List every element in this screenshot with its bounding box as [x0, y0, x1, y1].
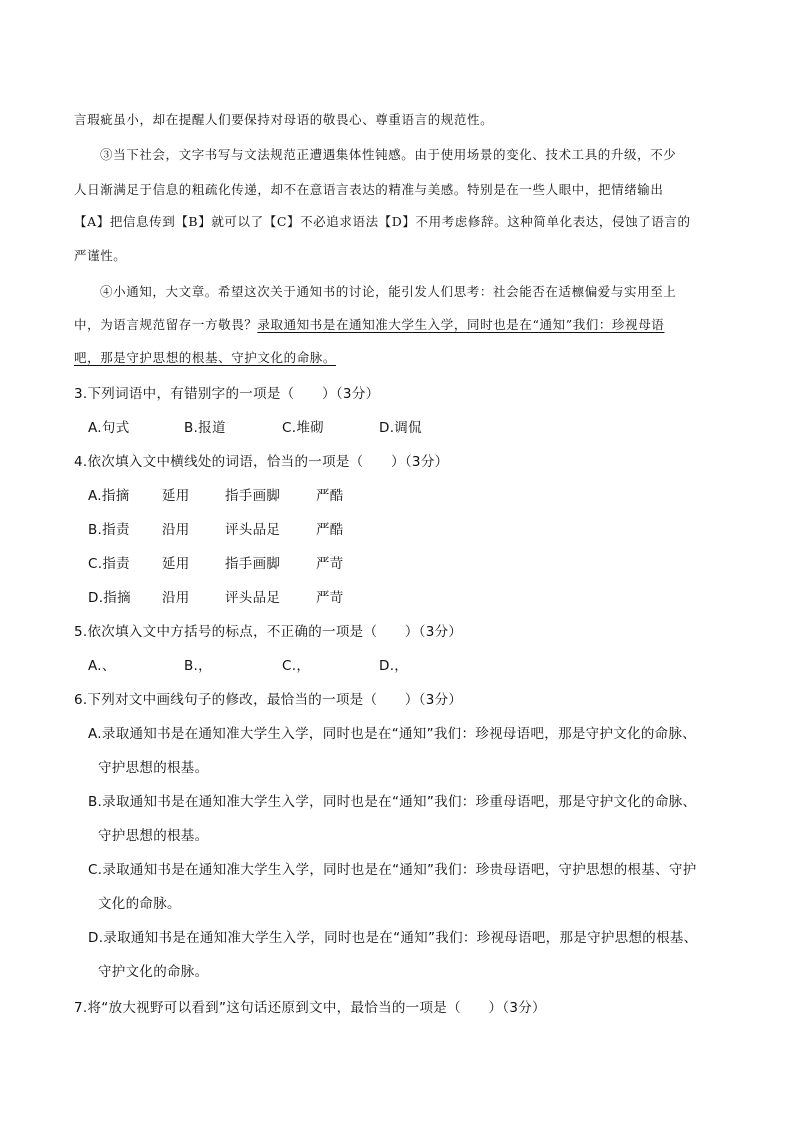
option-b: B.， — [184, 658, 212, 674]
question-6-stem: 6.下列对文中画线句子的修改，最恰当的一项是（ ）（3分） — [74, 692, 463, 708]
question-5-stem: 5.依次填入文中方括号的标点，不正确的一项是（ ）（3分） — [74, 624, 463, 640]
option-d: D.， — [379, 658, 409, 674]
option-a-continued: 守护思想的根基。 — [98, 760, 209, 776]
passage-plain-text: 中，为语言规范留存一方敬畏？ — [74, 317, 258, 332]
option-word: 延用 — [162, 488, 190, 504]
option-c: C.， — [282, 658, 311, 674]
passage-paragraph-3-line: 【A】把信息传到【B】就可以了【C】不必追求语法【D】不用考虑修辞。这种简单化表达，侵蚀了语言的 — [74, 214, 691, 229]
option-word: 评头品足 — [225, 590, 281, 606]
underlined-sentence: 录取通知书是在通知准大学生入学，同时也是在“通知”我们：珍视母语 — [257, 317, 665, 332]
option-c: C.录取通知书是在通知准大学生入学，同时也是在“通知”我们：珍贵母语吧，守护思想的根基、守护 — [88, 862, 697, 878]
passage-paragraph-3-line: 人日渐满足于信息的粗疏化传递，却不在意语言表达的精准与美感。特别是在一些人眼中，把情绪输出 — [74, 182, 664, 197]
question-3-stem: 3.下列词语中，有错别字的一项是（ ）（3分） — [74, 386, 380, 402]
passage-line: 言瑕疵虽小，却在提醒人们要保持对母语的敬畏心、尊重语言的规范性。 — [74, 112, 494, 127]
option-d: D.调侃 — [379, 420, 422, 436]
option-word: 评头品足 — [225, 522, 281, 538]
passage-paragraph-4-line — [74, 315, 664, 333]
question-5-options — [88, 654, 688, 674]
question-7-stem: 7.将“放大视野可以看到”这句话还原到文中，最恰当的一项是（ ）（3分） — [74, 1000, 546, 1016]
option-word: 严酷 — [316, 522, 344, 538]
option-c: C.指责 — [88, 556, 130, 572]
passage-paragraph-3-line: 严谨性。 — [74, 248, 127, 263]
underlined-sentence: 吧，那是守护思想的根基、守护文化的命脉。 — [74, 350, 337, 365]
option-d: D.指摘 — [88, 590, 131, 606]
question-4-stem: 4.依次填入文中横线处的词语，恰当的一项是（ ）（3分） — [74, 454, 449, 470]
question-4-option-row — [88, 518, 688, 538]
option-c-continued: 文化的命脉。 — [98, 896, 181, 912]
option-b: B.报道 — [184, 420, 226, 436]
option-a: A.指摘 — [88, 488, 130, 504]
question-4-option-row — [88, 484, 688, 504]
option-word: 沿用 — [162, 522, 190, 538]
option-word: 严苛 — [316, 590, 344, 606]
option-a: A.句式 — [88, 420, 130, 436]
option-word: 严苛 — [316, 556, 344, 572]
question-4-option-row — [88, 586, 688, 606]
option-word: 严酷 — [316, 488, 344, 504]
option-d-continued: 守护文化的命脉。 — [98, 964, 209, 980]
option-a: A.录取通知书是在通知准大学生入学，同时也是在“通知”我们：珍视母语吧，那是守护文化的命脉、 — [88, 726, 697, 742]
option-b-continued: 守护思想的根基。 — [98, 828, 209, 844]
passage-paragraph-3-line: ③当下社会，文字书写与文法规范正遭遇集体性钝感。由于使用场景的变化、技术工具的升级，不少 — [100, 147, 677, 162]
option-word: 延用 — [162, 556, 190, 572]
question-4-option-row — [88, 552, 688, 572]
passage-paragraph-4-line: ④小通知，大文章。希望这次关于通知书的讨论，能引发人们思考：社会能否在适檩偏爱与实用至上 — [100, 284, 677, 299]
option-b: B.录取通知书是在通知准大学生入学，同时也是在“通知”我们：珍重母语吧，那是守护文化的命脉、 — [88, 794, 697, 810]
option-b: B.指责 — [88, 522, 130, 538]
option-word: 指手画脚 — [225, 556, 281, 572]
option-a: A.、 — [88, 658, 116, 674]
option-word: 指手画脚 — [225, 488, 281, 504]
option-c: C.堆砌 — [282, 420, 324, 436]
question-3-options — [88, 416, 688, 436]
option-word: 沿用 — [162, 590, 190, 606]
option-d: D.录取通知书是在通知准大学生入学，同时也是在“通知”我们：珍视母语吧，那是守护思想的根基、 — [88, 930, 698, 946]
